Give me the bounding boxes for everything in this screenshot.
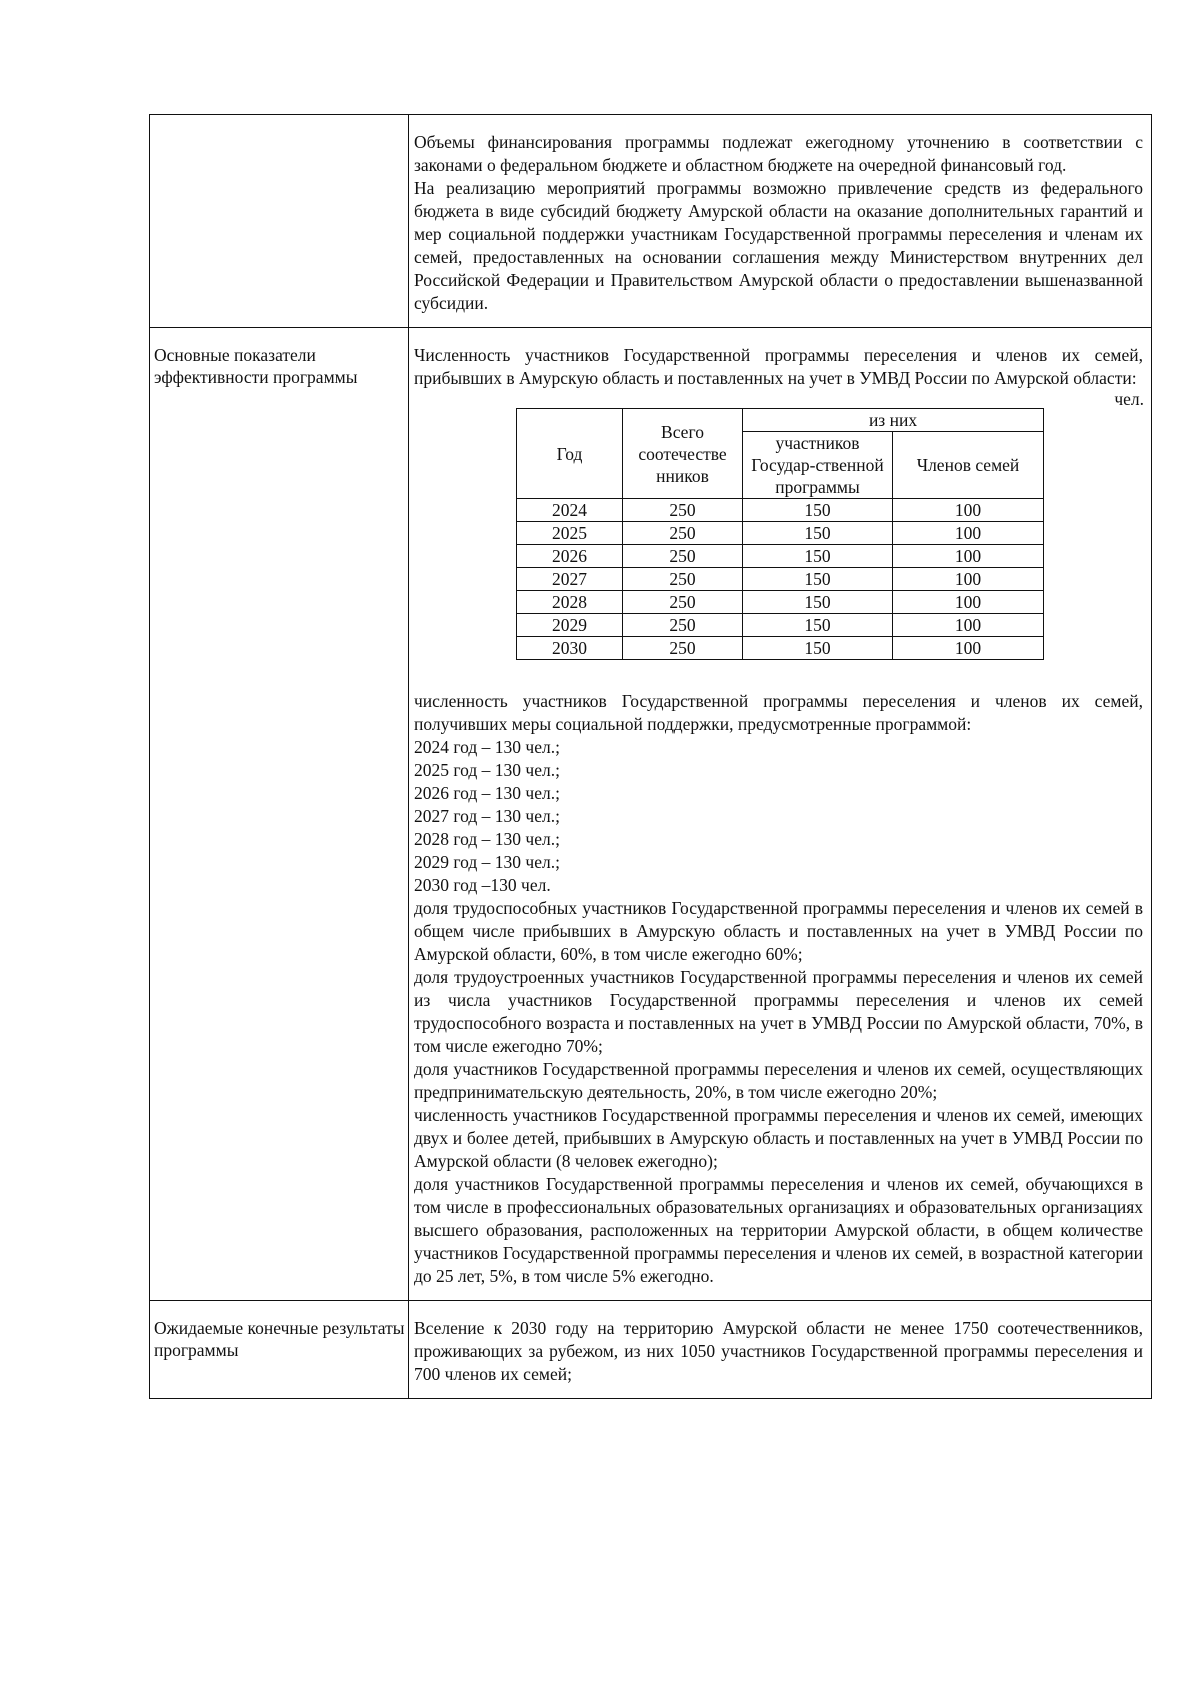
cell-family: 100 (893, 522, 1044, 545)
financing-paragraph: На реализацию мероприятий программы возможно привлечение средств из федерального бюджета в виде субсидий бюджету Амурской области на оказание дополнительных гарантий и мер социальной поддержки участникам Государственной программы переселения и членам их семей, предоставленных на основании соглашения между Министерством внутренних дел Российской Федерации и Правительством Амурской области о предоставлении вышеназванной субсидии. (414, 178, 1143, 313)
results-label: Ожидаемые конечные результаты программы (150, 1301, 409, 1399)
financing-text (409, 115, 1152, 328)
indicator-paragraph: доля трудоустроенных участников Государственной программы переселения и членов их семей из числа участников Государственной программы переселения и членов их семей трудоспособного возраста и поставленных на учет в УМВД России по Амурской области, 70%, в том числе ежегодно 70%; (414, 967, 1143, 1056)
indicator-paragraph: численность участников Государственной программы переселения и членов их семей, имеющих двух и более детей, прибывших в Амурскую область и поставленных на учет в УМВД России по Амурской области (8 человек ежегодно); (414, 1105, 1143, 1171)
cell-total: 250 (623, 568, 743, 591)
table-row (517, 591, 1044, 614)
results-text (409, 1301, 1152, 1399)
table-row (517, 568, 1044, 591)
cell-total: 250 (623, 637, 743, 660)
cell-participants: 150 (743, 568, 893, 591)
header-participants: участников Государ-ственной программы (743, 432, 893, 499)
cell-year: 2024 (517, 499, 623, 522)
table-row (517, 637, 1044, 660)
indicator-paragraph: доля участников Государственной программы переселения и членов их семей, осуществляющих предпринимательскую деятельность, 20%, в том числе ежегодно 20%; (414, 1059, 1143, 1102)
arrivals-intro: Численность участников Государственной программы переселения и членов их семей, прибывших в Амурскую область и поставленных на учет в УМВД России по Амурской области: (414, 345, 1143, 388)
unit-label: чел. (1114, 389, 1144, 409)
header-year: Год (517, 409, 623, 499)
support-year-line: 2024 год – 130 чел.; (414, 737, 560, 757)
table-row (517, 614, 1044, 637)
support-year-line: 2028 год – 130 чел.; (414, 829, 560, 849)
cell-participants: 150 (743, 522, 893, 545)
indicators-content (409, 328, 1152, 1301)
cell-family: 100 (893, 568, 1044, 591)
arrivals-table (516, 408, 1044, 660)
header-family: Членов семей (893, 432, 1044, 499)
support-year-line: 2030 год –130 чел. (414, 875, 551, 895)
financing-label (150, 115, 409, 328)
cell-total: 250 (623, 522, 743, 545)
program-passport-table (149, 114, 1152, 1399)
cell-participants: 150 (743, 545, 893, 568)
header-total: Всего соотечестве нников (623, 409, 743, 499)
cell-total: 250 (623, 545, 743, 568)
cell-participants: 150 (743, 591, 893, 614)
cell-total: 250 (623, 591, 743, 614)
cell-participants: 150 (743, 637, 893, 660)
table-row (517, 522, 1044, 545)
cell-year: 2026 (517, 545, 623, 568)
cell-year: 2030 (517, 637, 623, 660)
table-row (517, 499, 1044, 522)
financing-row (150, 115, 1152, 328)
table-row (517, 545, 1044, 568)
indicator-paragraph: доля трудоспособных участников Государственной программы переселения и членов их семей в общем числе прибывших в Амурскую область и поставленных на учет в УМВД России по Амурской области, 60%, в том числе ежегодно 60%; (414, 898, 1143, 964)
cell-year: 2028 (517, 591, 623, 614)
cell-year: 2029 (517, 614, 623, 637)
indicator-list (414, 690, 1143, 1288)
support-year-line: 2026 год – 130 чел.; (414, 783, 560, 803)
cell-year: 2027 (517, 568, 623, 591)
indicators-row (150, 328, 1152, 1301)
support-year-line: 2029 год – 130 чел.; (414, 852, 560, 872)
indicator-paragraph: доля участников Государственной программы переселения и членов их семей, обучающихся в том числе в профессиональных образовательных организациях и образовательных организациях высшего образования, расположенных на территории Амурской области, в общем количестве участников Государственной программы переселения и членов их семей, в возрастной категории до 25 лет, 5%, в том числе 5% ежегодно. (414, 1174, 1143, 1286)
financing-paragraph: Объемы финансирования программы подлежат ежегодному уточнению в соответствии с законами о федеральном бюджете и областном бюджете на очередной финансовый год. (414, 132, 1143, 175)
support-intro: численность участников Государственной программы переселения и членов их семей, получивших меры социальной поддержки, предусмотренные программой: (414, 691, 1143, 734)
results-row (150, 1301, 1152, 1399)
cell-family: 100 (893, 499, 1044, 522)
cell-participants: 150 (743, 614, 893, 637)
cell-year: 2025 (517, 522, 623, 545)
header-group: из них (743, 409, 1044, 432)
spacer (414, 660, 1143, 690)
support-year-line: 2027 год – 130 чел.; (414, 806, 560, 826)
cell-total: 250 (623, 614, 743, 637)
cell-family: 100 (893, 614, 1044, 637)
support-year-line: 2025 год – 130 чел.; (414, 760, 560, 780)
cell-total: 250 (623, 499, 743, 522)
results-paragraph: Вселение к 2030 году на территорию Амурской области не менее 1750 соотечественников, проживающих за рубежом, из них 1050 участников Государственной программы переселения и 700 членов их семей; (414, 1318, 1143, 1384)
cell-family: 100 (893, 637, 1044, 660)
cell-participants: 150 (743, 499, 893, 522)
indicators-label: Основные показатели эффективности программы (150, 328, 409, 1301)
cell-family: 100 (893, 591, 1044, 614)
cell-family: 100 (893, 545, 1044, 568)
